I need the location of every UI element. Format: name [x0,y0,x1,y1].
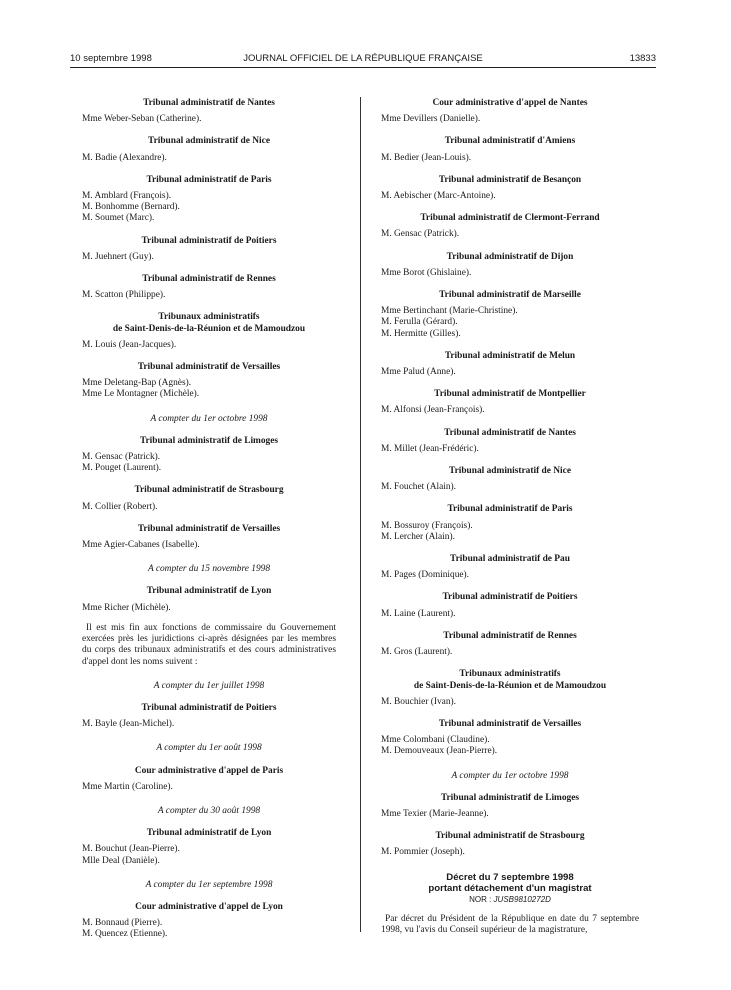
court-heading-line: Tribunal administratif de Poitiers [442,592,578,603]
magistrate-name: M. Ferulla (Gérard). [381,317,458,328]
name-list [381,570,639,581]
court-heading-line: Tribunal administratif de Poitiers [141,702,277,713]
effective-date: A compter du 1er octobre 1998 [451,770,569,781]
magistrate-name: M. Bossuroy (François). [381,520,473,531]
court-heading-line: Tribunal administratif de Melun [444,350,576,361]
name-list [381,306,639,340]
right-column-list [381,98,639,859]
name-list [381,229,639,240]
court-heading [82,312,336,334]
court-heading [381,719,639,730]
court-heading [82,524,336,535]
court-heading-line: Tribunal administratif de Clermont-Ferrand [420,213,600,224]
name-list [82,782,336,793]
court-heading [381,428,639,439]
court-heading [82,703,336,714]
court-heading [381,389,639,400]
court-heading [381,175,639,186]
magistrate-name: M. Laine (Laurent). [381,608,456,619]
magistrate-name: Mme Devillers (Danielle). [381,114,481,125]
court-heading [381,252,639,263]
court-heading [82,274,336,285]
name-list [381,647,639,658]
court-heading [82,236,336,247]
court-heading-line: Tribunal administratif de Limoges [440,792,580,803]
court-heading-line: Tribunal administratif de Pau [450,554,570,565]
court-heading [381,136,639,147]
effective-date: A compter du 1er août 1998 [156,743,262,754]
court-heading [381,98,639,109]
court-heading-line: Tribunal administratif de Versailles [137,523,281,534]
court-heading [82,902,336,913]
magistrate-name: Mlle Deal (Danièle). [82,855,160,866]
header-page-number: 13833 [629,53,656,64]
court-heading [381,554,639,565]
magistrate-name: M. Badie (Alexandre). [82,152,167,163]
magistrate-name: M. Quencez (Etienne). [82,929,168,940]
header-journal-title: JOURNAL OFFICIEL DE LA RÉPUBLIQUE FRANÇAISE [243,53,483,64]
magistrate-name: Mme Martin (Caroline). [82,781,173,792]
effective-date: A compter du 1er juillet 1998 [153,680,265,691]
court-heading-line: Tribunal administratif de Montpellier [434,389,586,400]
magistrate-name: M. Millet (Jean-Frédéric). [381,443,479,454]
decree-block [381,872,639,937]
court-heading [381,631,639,642]
court-heading [381,669,639,691]
magistrate-name: M. Bouchut (Jean-Pierre). [82,844,180,855]
court-heading-line: Tribunal administratif de Lyon [146,828,272,839]
magistrate-name: M. Scatton (Philippe). [82,290,166,301]
court-heading-line: Tribunal administratif de Strasbourg [435,831,585,842]
magistrate-name: M. Pouget (Laurent). [82,463,162,474]
magistrate-name: M. Amblard (François). [82,191,172,202]
court-heading-line: Tribunal administratif de Nice [148,136,270,147]
name-list [82,452,336,474]
court-heading [381,793,639,804]
body-paragraph: Il est mis fin aux fonctions de commissaire du Gouvernement exercées près les juridictions ci-après désignées par les membres du corps des tribunaux administratifs et des cours administratives d'appel dont les noms suivent : [82,622,336,667]
magistrate-name: M. Gensac (Patrick). [381,229,460,240]
court-heading-line: Tribunal administratif de Dijon [446,251,574,262]
magistrate-name: Mme Le Montagner (Michèle). [82,389,200,400]
decree-text: Par décret du Président de la République en date du 7 septembre 1998, vu l'avis du Conseil supérieur de la magistrature, [381,913,639,935]
court-heading [381,290,639,301]
decree-nor-code: JUSB9810272D [493,894,551,904]
magistrate-name: M. Bayle (Jean-Michel). [82,719,175,730]
name-list [82,114,336,125]
magistrate-name: Mme Colombani (Claudine). [381,735,490,746]
decree-nor [381,894,639,905]
magistrate-name: Mme Richer (Michèle). [82,602,171,613]
name-list [381,367,639,378]
decree-nor-label: NOR : [469,894,492,904]
name-list [82,378,336,400]
name-list [82,340,336,351]
court-heading-line: Tribunal administratif de Nice [449,466,571,477]
magistrate-name: Mme Palud (Anne). [381,367,456,378]
court-heading-line: Tribunal administratif de Paris [447,504,573,515]
magistrate-name: Mme Deletang-Bap (Agnès). [82,378,192,389]
court-heading-line: Tribunal administratif de Rennes [443,630,577,641]
effective-date: A compter du 1er septembre 1998 [145,879,273,890]
name-list [381,405,639,416]
effective-date: A compter du 15 novembre 1998 [147,564,271,575]
magistrate-name: M. Alfonsi (Jean-François). [381,405,485,416]
name-list [82,540,336,551]
court-heading [381,213,639,224]
court-heading-line: Cour administrative d'appel de Nantes [432,98,588,108]
name-list [381,735,639,757]
court-heading [381,351,639,362]
magistrate-name: M. Gros (Laurent). [381,647,453,658]
court-heading-line: Tribunaux administratifs [459,669,561,680]
name-list [381,809,639,820]
magistrate-name: Mme Borot (Ghislaine). [381,267,472,278]
court-heading-line: Tribunal administratif d'Amiens [444,136,576,147]
header-date: 10 septembre 1998 [70,53,152,64]
name-list [82,153,336,164]
court-heading [381,466,639,477]
magistrate-name: M. Gensac (Patrick). [82,452,161,463]
court-heading [82,136,336,147]
court-heading [82,98,336,109]
court-heading-line: Tribunal administratif de Lyon [146,586,272,597]
magistrate-name: M. Aebischer (Marc-Antoine). [381,191,496,202]
magistrate-name: M. Collier (Robert). [82,501,158,512]
name-list [381,114,639,125]
header-rule [70,67,656,68]
magistrate-name: M. Bonnaud (Pierre). [82,918,163,929]
magistrate-name: M. Bonhomme (Bernard). [82,202,180,213]
court-heading-line: Cour administrative d'appel de Lyon [135,901,283,912]
magistrate-name: Mme Weber-Seban (Catherine). [82,114,202,125]
court-heading-line: Tribunal administratif de Strasbourg [134,485,284,496]
court-heading-line: Tribunal administratif de Marseille [439,290,581,301]
name-list [82,191,336,225]
name-list [82,290,336,301]
name-list [381,153,639,164]
magistrate-name: M. Demouveaux (Jean-Pierre). [381,746,498,757]
name-list [82,502,336,513]
magistrate-name: Mme Agier-Cabanes (Isabelle). [82,540,200,551]
court-heading-line: Cour administrative d'appel de Paris [134,765,284,776]
name-list [381,482,639,493]
effective-date: A compter du 1er octobre 1998 [150,413,268,424]
court-heading-line: Tribunal administratif de Nantes [444,427,576,438]
magistrate-name: Mme Bertinchant (Marie-Christine). [381,306,518,317]
magistrate-name: M. Hermitte (Gilles). [381,328,461,339]
court-heading-line: Tribunal administratif de Besançon [438,174,582,185]
name-list [82,603,336,614]
court-heading [381,504,639,515]
magistrate-name: M. Bedier (Jean-Louis). [381,152,472,163]
decree-title-line2: portant détachement d'un magistrat [428,882,592,894]
name-list [381,444,639,455]
magistrate-name: M. Lercher (Alain). [381,531,455,542]
name-list [82,844,336,866]
court-heading-line: Tribunal administratif de Nantes [143,98,275,108]
magistrate-name: M. Pommier (Joseph). [381,847,465,858]
court-heading [82,485,336,496]
court-heading-line: Tribunal administratif de Versailles [438,718,582,729]
left-column [82,98,336,941]
magistrate-name: M. Soumet (Marc). [82,213,155,224]
court-heading [82,362,336,373]
name-list [381,847,639,858]
name-list [381,268,639,279]
court-heading-line: de Saint-Denis-de-la-Réunion et de Mamoudzou [112,323,306,334]
court-heading [381,592,639,603]
name-list [381,697,639,708]
court-heading-line: Tribunaux administratifs [158,312,260,323]
magistrate-name: M. Fouchet (Alain). [381,482,456,493]
magistrate-name: M. Pages (Dominique). [381,570,470,581]
magistrate-name: Mme Texier (Marie-Jeanne). [381,808,489,819]
column-divider [360,97,361,932]
court-heading [82,828,336,839]
court-heading-line: Tribunal administratif de Versailles [137,362,281,373]
name-list [381,191,639,202]
court-heading-line: Tribunal administratif de Rennes [142,274,276,285]
effective-date: A compter du 30 août 1998 [157,805,261,816]
court-heading-line: Tribunal administratif de Poitiers [141,235,277,246]
name-list [381,609,639,620]
name-list [82,918,336,940]
court-heading [82,175,336,186]
decree-title-line1: Décret du 7 septembre 1998 [446,871,574,883]
magistrate-name: M. Juehnert (Guy). [82,251,154,262]
magistrate-name: M. Bouchier (Ivan). [381,696,456,707]
court-heading-line: de Saint-Denis-de-la-Réunion et de Mamoudzou [413,680,607,691]
court-heading [82,436,336,447]
magistrate-name: M. Louis (Jean-Jacques). [82,339,177,350]
name-list [82,719,336,730]
name-list [381,521,639,543]
name-list [82,252,336,263]
court-heading-line: Tribunal administratif de Paris [146,174,272,185]
court-heading-line: Tribunal administratif de Limoges [139,435,279,446]
court-heading [82,766,336,777]
page-header [70,53,656,67]
court-heading [82,586,336,597]
court-heading [381,831,639,842]
right-column [381,98,639,936]
